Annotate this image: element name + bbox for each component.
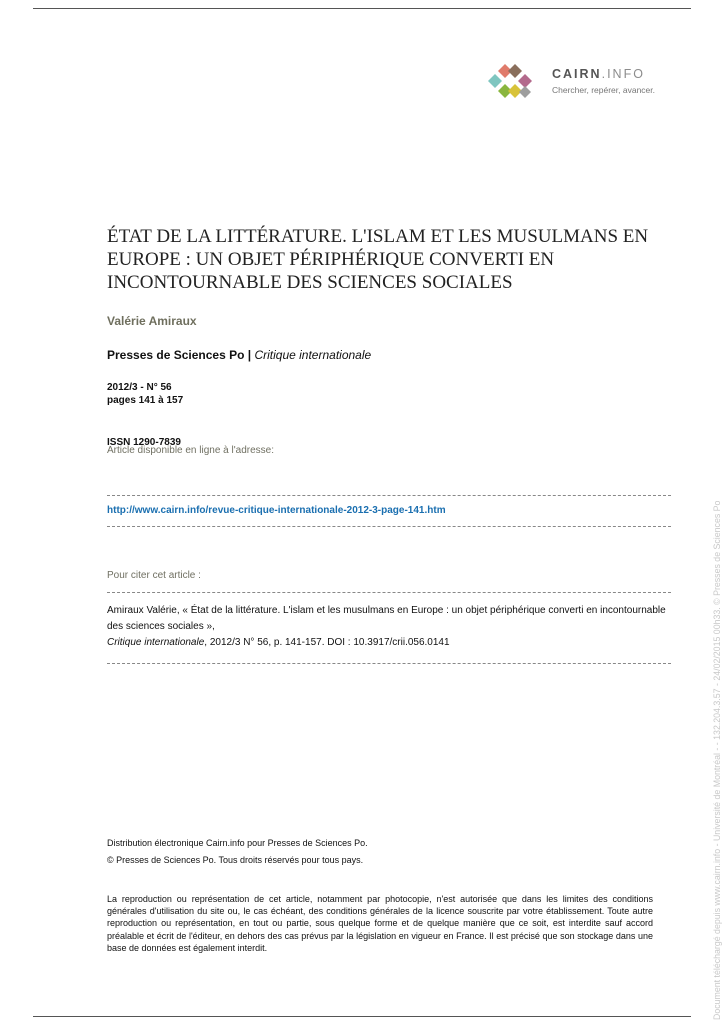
issue-number: 2012/3 - N° 56: [107, 382, 172, 393]
divider-dashed: [107, 495, 671, 496]
divider-dashed: [107, 592, 671, 593]
logo-tagline: Chercher, repérer, avancer.: [552, 85, 656, 95]
citation-details: , 2012/3 N° 56, p. 141-157. DOI : 10.3917/crii.056.0141: [204, 637, 450, 648]
issue-pages: pages 141 à 157: [107, 395, 184, 406]
logo-diamond-3: [488, 74, 502, 88]
legal-notice: La reproduction ou représentation de cet article, notamment par photocopie, n'est autorisée que dans les limites des conditions générales d'utilisation du site ou, le cas échéant, des conditions générales de la licence souscrite par votre établissement. Toute autre reproduction ou représentation, en tout ou partie, sous quelque forme et de quelque manière que ce soit, est interdite sauf accord préalable et écrit de l'éditeur, en dehors des cas prévus par la législation en vigueur en France. Il est précisé que son stockage dans une base de données est également interdit.: [107, 894, 653, 953]
publisher-separator: |: [244, 348, 255, 362]
cite-label: Pour citer cet article :: [107, 570, 201, 581]
journal-name[interactable]: Critique internationale: [254, 348, 372, 362]
citation-text: [107, 603, 667, 651]
copyright-notice: © Presses de Sciences Po. Tous droits réservés pour tous pays.: [107, 855, 364, 865]
cairn-logo-mark-icon: [484, 62, 546, 102]
top-rule: [33, 8, 691, 9]
article-author[interactable]: Valérie Amiraux: [107, 314, 197, 328]
logo-wordmark: [552, 67, 645, 81]
logo-suffix: INFO: [607, 67, 645, 81]
logo-dot: .: [601, 67, 608, 81]
publisher-line: [107, 348, 371, 362]
issn: ISSN 1290-7839: [107, 437, 181, 448]
article-url-link[interactable]: http://www.cairn.info/revue-critique-internationale-2012-3-page-141.htm: [107, 505, 446, 516]
distribution-notice: Distribution électronique Cairn.info pour Presses de Sciences Po.: [107, 838, 368, 848]
citation-journal: Critique internationale: [107, 637, 205, 648]
bottom-rule: [33, 1016, 691, 1017]
divider-dashed: [107, 526, 671, 527]
article-title: ÉTAT DE LA LITTÉRATURE. L'ISLAM ET LES MUSULMANS EN EUROPE : UN OBJET PÉRIPHÉRIQUE CONVERTI EN INCONTOURNABLE DES SCIENCES SOCIALES: [107, 226, 649, 293]
cairn-logo[interactable]: [484, 62, 664, 104]
citation-line: Amiraux Valérie, « État de la littérature. L'islam et les musulmans en Europe : un objet périphérique converti en incontournable des sciences sociales »,: [107, 605, 666, 632]
logo-diamond-7: [519, 86, 531, 98]
online-label: Article disponible en ligne à l'adresse:: [107, 445, 275, 456]
logo-diamond-6: [508, 84, 522, 98]
logo-diamond-4: [518, 74, 532, 88]
publisher-name[interactable]: Presses de Sciences Po: [107, 348, 245, 362]
logo-name-text: CAIRN: [552, 67, 602, 81]
download-watermark: Document téléchargé depuis www.cairn.info - Université de Montréal - - 132.204.3.57 - 24/02/2015 00h33. © Presses de Sciences Po: [712, 500, 722, 1020]
logo-diamond-2: [508, 64, 522, 78]
issue-info: [107, 381, 183, 407]
divider-dashed: [107, 663, 671, 664]
